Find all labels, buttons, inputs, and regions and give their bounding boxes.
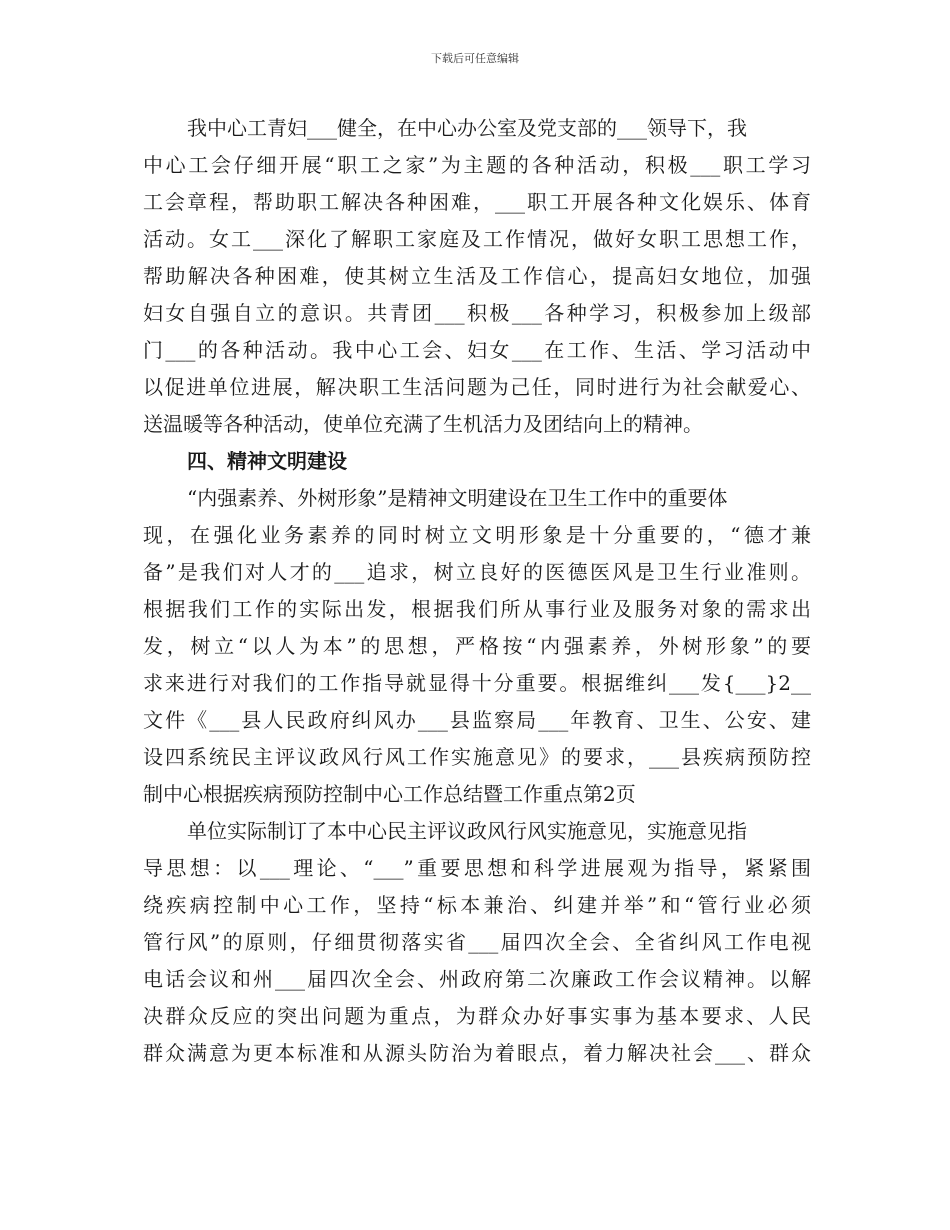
paragraph-line: 送温暖等各种活动，使单位充满了生机活力及团结向上的精神。 <box>143 412 703 436</box>
document-body <box>143 110 811 1072</box>
paragraph-line: 妇女自强自立的意识。共青团___积极___各种学习，积极参加上级部 <box>143 301 811 325</box>
paragraph-line: 制中心根据疾病预防控制中心工作总结暨工作重点第2页 <box>143 782 636 806</box>
paragraph-line: 根据我们工作的实际出发，根据我们所从事行业及服务对象的需求出 <box>143 597 811 621</box>
paragraph-line: 管行风”的原则，仔细贯彻落实省___届四次全会、全省纠风工作电视 <box>143 930 811 954</box>
section-heading: 四、精神文明建设 <box>187 449 347 473</box>
paragraph-line: 电话会议和州___届四次全会、州政府第二次廉政工作会议精神。以解 <box>143 967 811 991</box>
paragraph-line: 导思想：以___理论、“___”重要思想和科学进展观为指导，紧紧围 <box>143 856 811 880</box>
paragraph-line: 帮助解决各种困难，使其树立生活及工作信心，提高妇女地位，加强 <box>143 264 811 288</box>
paragraph-line: “内强素养、外树形象”是精神文明建设在卫生工作中的重要体 <box>187 486 728 510</box>
paragraph-line: 单位实际制订了本中心民主评议政风行风实施意见，实施意见指 <box>187 819 747 843</box>
paragraph-line: 求来进行对我们的工作指导就显得十分重要。根据维纠___发{___}2__ <box>143 671 811 695</box>
paragraph-line: 工会章程，帮助职工解决各种困难，___职工开展各种文化娱乐、体育 <box>143 190 811 214</box>
paragraph-line: 设四系统民主评议政风行风工作实施意见》的要求，___县疾病预防控 <box>143 745 811 769</box>
page-header: 下载后可任意编辑 <box>431 52 519 65</box>
paragraph-line: 文件《___县人民政府纠风办___县监察局___年教育、卫生、公安、建 <box>143 708 811 732</box>
paragraph-line: 中心工会仔细开展“职工之家”为主题的各种活动，积极___职工学习 <box>143 153 811 177</box>
paragraph-line: 发，树立“以人为本”的思想，严格按“内强素养，外树形象”的要 <box>143 634 811 658</box>
paragraph-line: 我中心工青妇___健全，在中心办公室及党支部的___领导下，我 <box>187 116 747 140</box>
paragraph-line: 决群众反应的突出问题为重点，为群众办好事实事为基本要求、人民 <box>143 1004 811 1028</box>
paragraph-line: 绕疾病控制中心工作，坚持“标本兼治、纠建并举”和“管行业必须 <box>143 893 811 917</box>
paragraph-line: 备”是我们对人才的___追求，树立良好的医德医风是卫生行业准则。 <box>143 560 811 584</box>
paragraph-line: 门___的各种活动。我中心工会、妇女___在工作、生活、学习活动中 <box>143 338 811 362</box>
paragraph-line: 活动。女工___深化了解职工家庭及工作情况，做好女职工思想工作， <box>143 227 811 251</box>
paragraph-line: 以促进单位进展，解决职工生活问题为己任，同时进行为社会献爱心、 <box>143 375 811 399</box>
paragraph-line: 现，在强化业务素养的同时树立文明形象是十分重要的，“德才兼 <box>143 523 811 547</box>
paragraph-line: 群众满意为更本标准和从源头防治为着眼点，着力解决社会___、群众 <box>143 1041 811 1065</box>
